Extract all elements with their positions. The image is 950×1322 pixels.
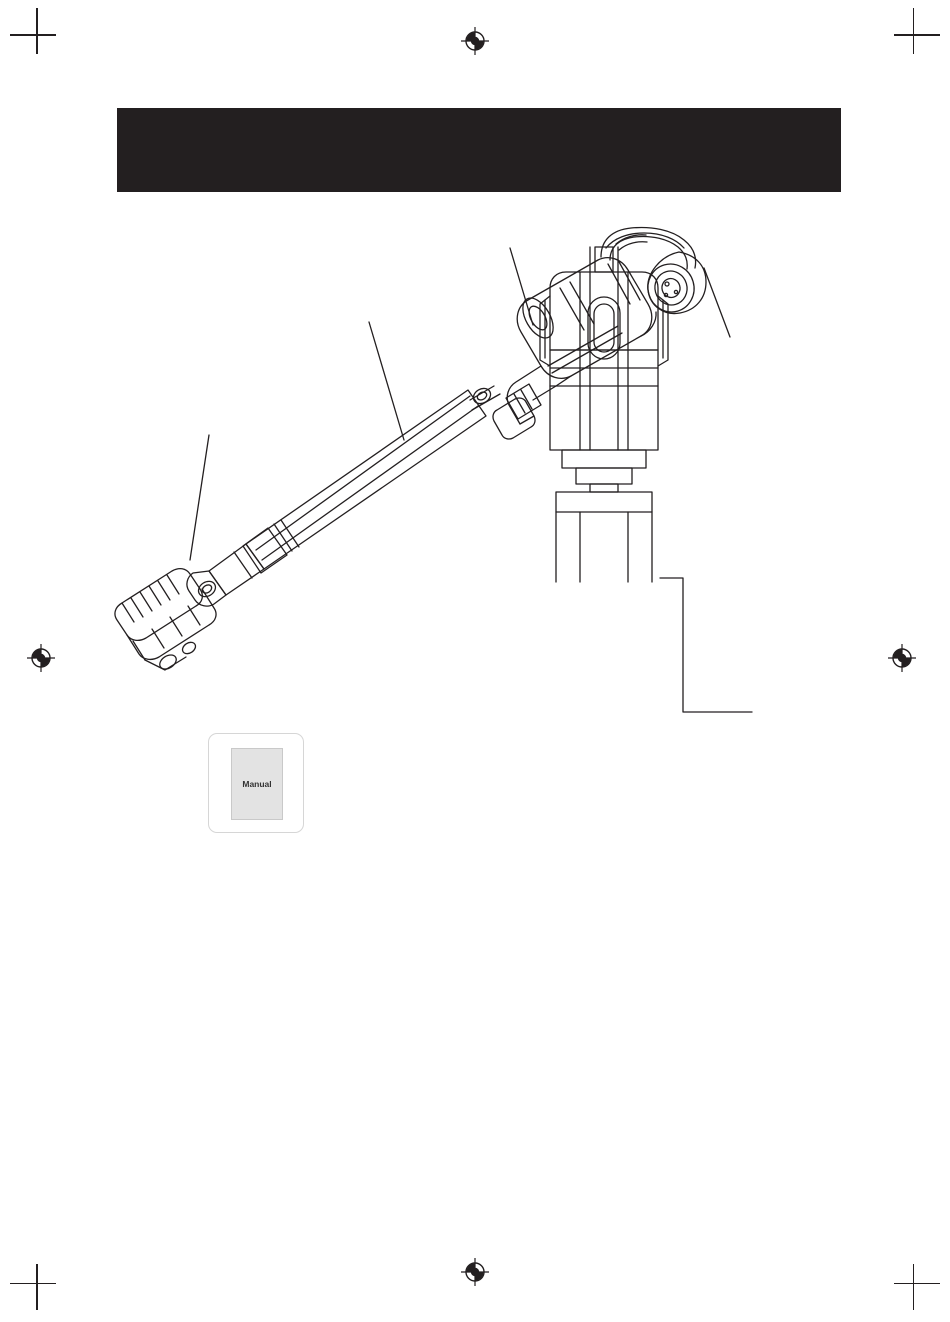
crop-mark-top-right xyxy=(894,8,940,54)
crop-mark-bottom-left xyxy=(10,1264,56,1310)
floor-nozzle xyxy=(115,569,226,672)
product-illustration xyxy=(0,200,950,760)
extension-wand xyxy=(209,390,486,595)
section-header-bar xyxy=(117,108,841,192)
registration-mark-bottom-center xyxy=(461,1258,489,1286)
crop-mark-top-left xyxy=(10,8,56,54)
manual-label: Manual xyxy=(242,779,272,789)
registration-mark-top-center xyxy=(461,27,489,55)
handle-detail-view xyxy=(540,247,668,582)
manual-booklet xyxy=(208,733,304,833)
manual-cover xyxy=(231,748,283,820)
crop-mark-bottom-right xyxy=(894,1264,940,1310)
